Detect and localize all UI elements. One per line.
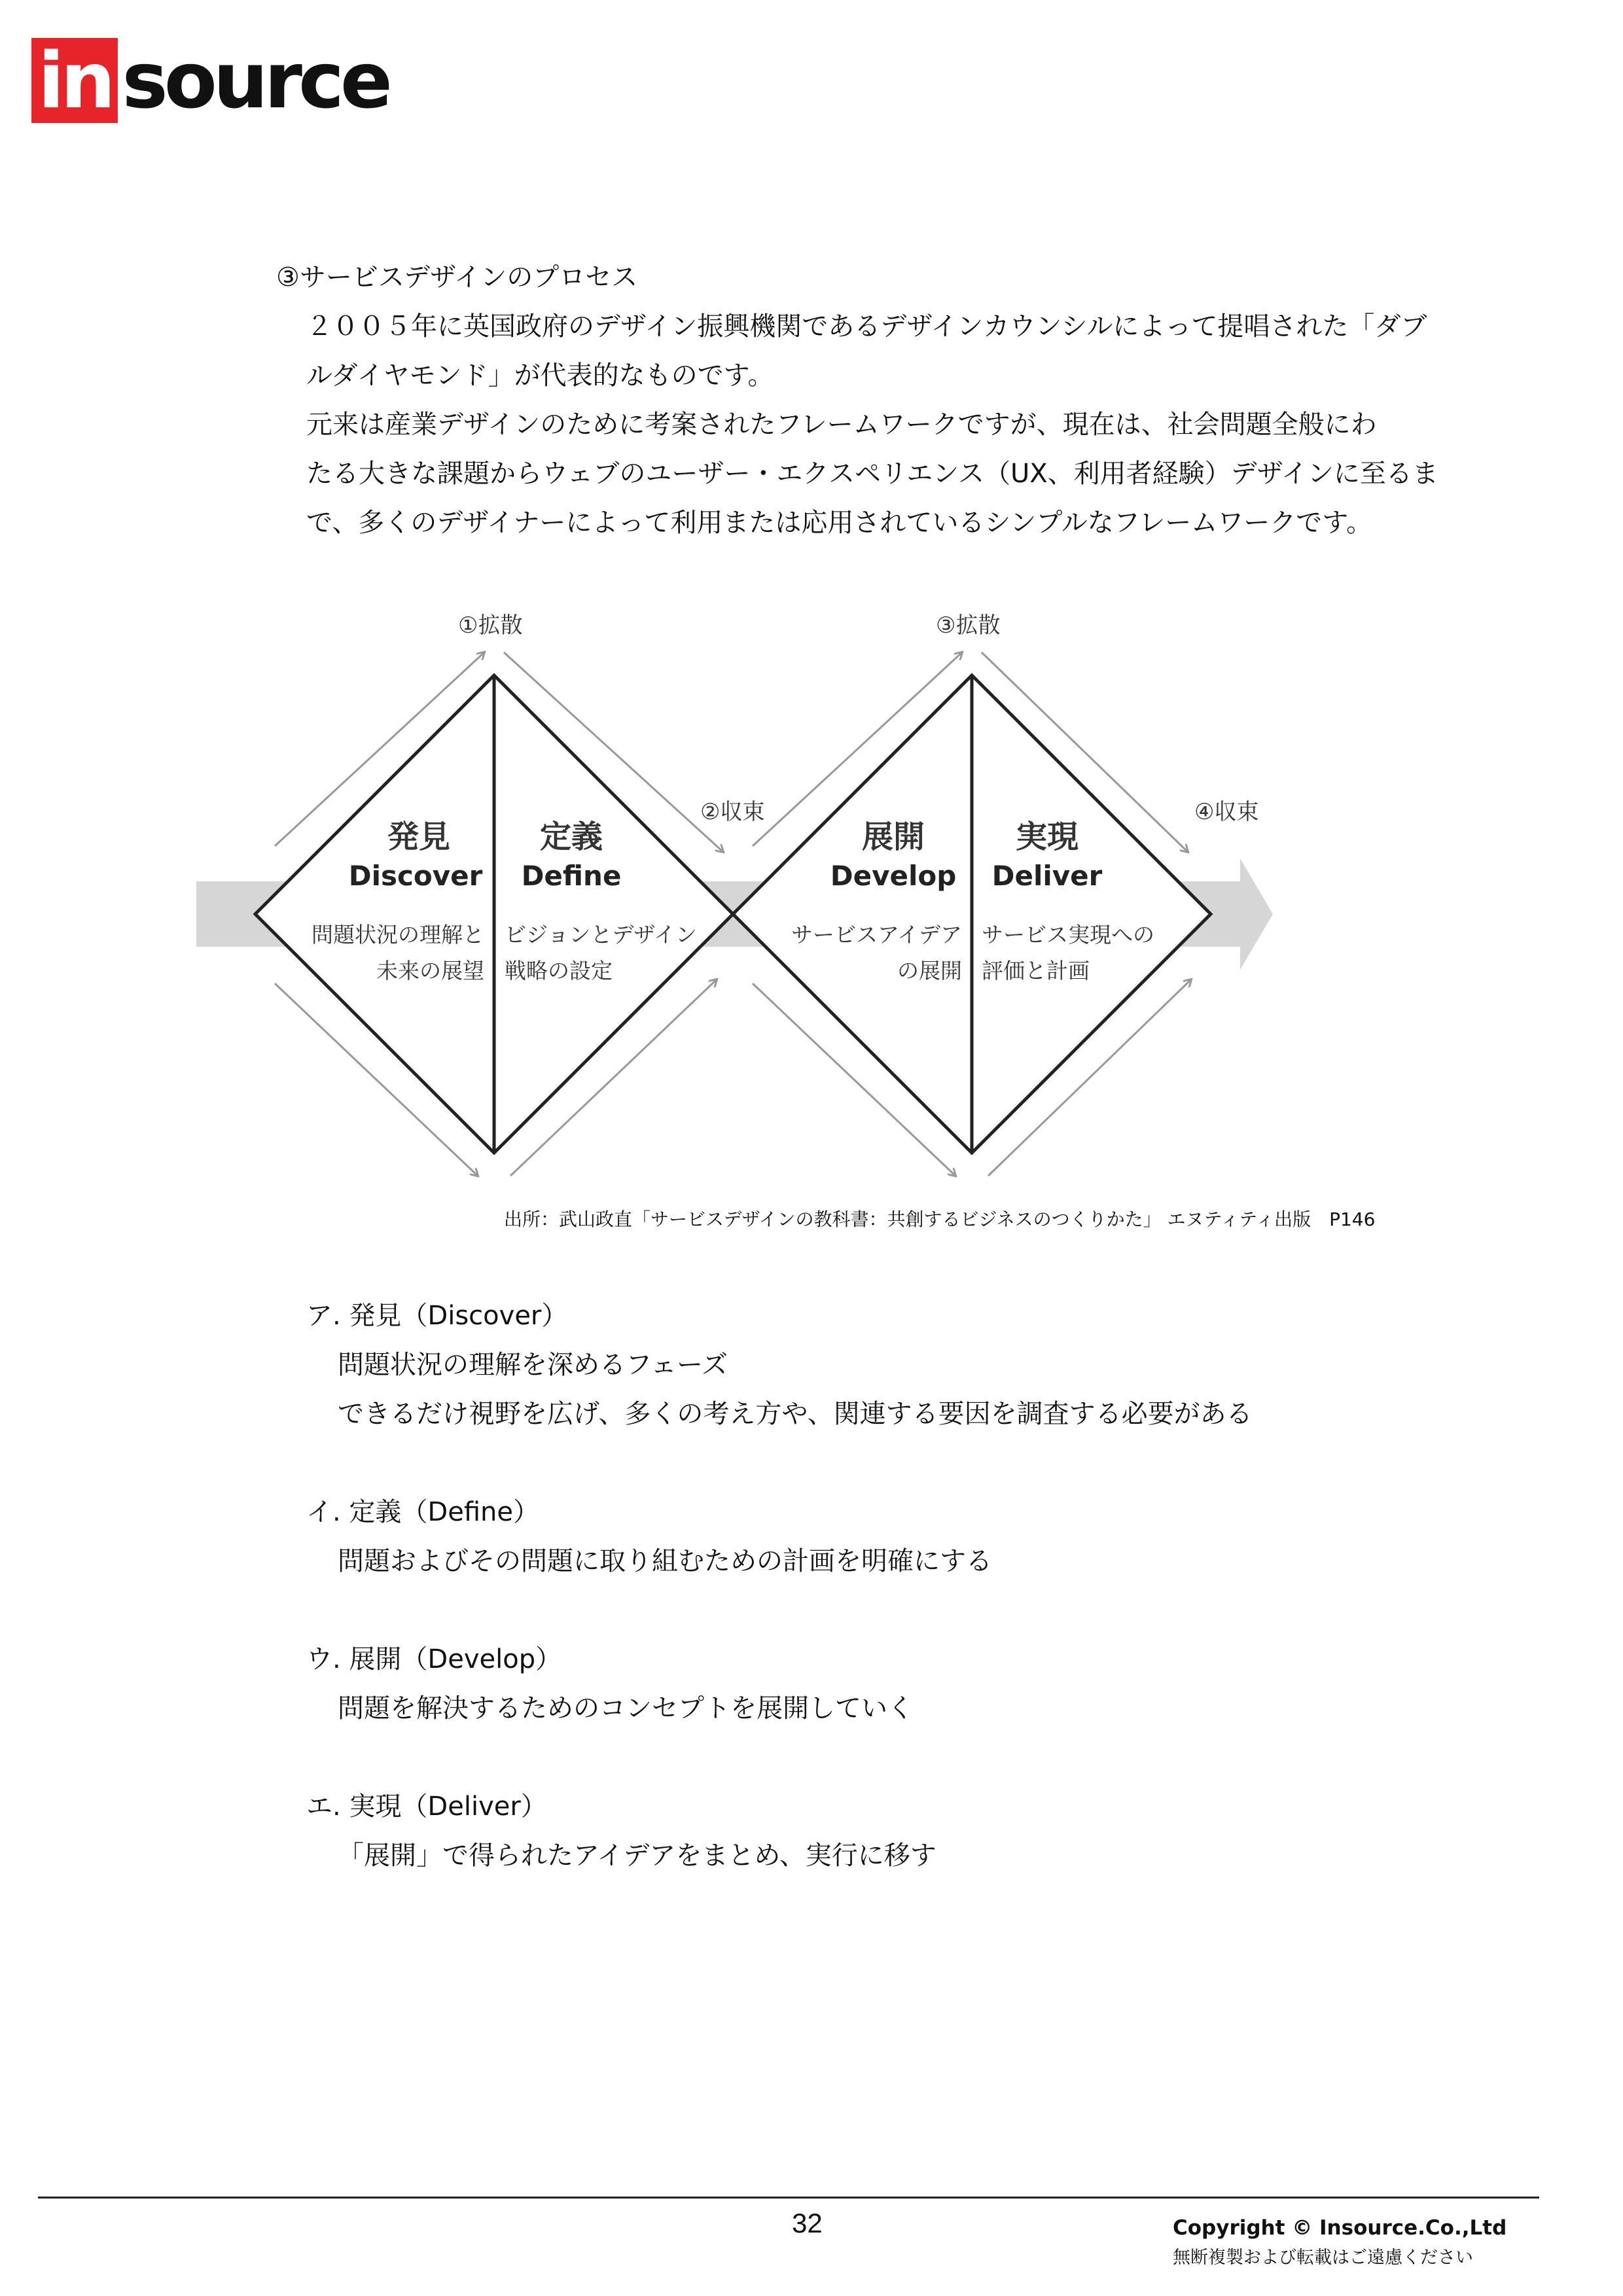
phase-develop-en: Develop bbox=[830, 860, 957, 892]
section-discover-title: ア. 発見（Discover） bbox=[306, 1301, 568, 1331]
phase-discover-desc-2: 未来の展望 bbox=[376, 958, 484, 983]
section-deliver-title: エ. 実現（Deliver） bbox=[306, 1792, 547, 1822]
label-diverge-1: ①拡散 bbox=[458, 612, 523, 639]
phase-define-jp: 定義 bbox=[539, 819, 603, 855]
logo-in-mark: in bbox=[31, 38, 118, 123]
phase-develop-desc-2: の展開 bbox=[897, 958, 962, 983]
phase-deliver-en: Deliver bbox=[991, 860, 1103, 892]
phase-define-desc-2: 戦略の設定 bbox=[505, 958, 613, 983]
section-develop-title: ウ. 展開（Develop） bbox=[306, 1644, 562, 1674]
phase-deliver-desc-1: サービス実現への bbox=[982, 922, 1154, 947]
section-deliver-line-1: 「展開」で得られたアイデアをまとめ、実行に移す bbox=[338, 1841, 936, 1871]
section-discover-line-2: できるだけ視野を広げ、多くの考え方や、関連する要因を調査する必要がある bbox=[338, 1399, 1253, 1429]
copyright-text: Copyright © Insource.Co.,Ltd bbox=[1173, 2216, 1507, 2240]
label-converge-2: ②収束 bbox=[700, 799, 765, 825]
section-heading: ③サービスデザインのプロセス bbox=[276, 262, 638, 292]
phase-discover-jp: 発見 bbox=[387, 819, 451, 855]
phase-deliver-jp: 実現 bbox=[1015, 819, 1079, 855]
section-discover-line-1: 問題状況の理解を深めるフェーズ bbox=[338, 1350, 728, 1380]
phase-discover-desc-1: 問題状況の理解と bbox=[312, 922, 484, 947]
section-define-line-1: 問題およびその問題に取り組むための計画を明確にする bbox=[338, 1546, 992, 1576]
phase-discover-en: Discover bbox=[348, 860, 483, 892]
phase-develop-jp: 展開 bbox=[861, 819, 925, 855]
page-number: 32 bbox=[792, 2208, 823, 2238]
paragraph-line-1: ２００５年に英国政府のデザイン振興機関であるデザインカウンシルによって提唱された「ダブ bbox=[306, 311, 1427, 342]
label-diverge-3: ③拡散 bbox=[936, 612, 1001, 639]
section-define-title: イ. 定義（Define） bbox=[306, 1497, 539, 1527]
phase-deliver-desc-2: 評価と計画 bbox=[982, 958, 1090, 983]
copyright-notice: 無断複製および転載はご遠慮ください bbox=[1173, 2248, 1473, 2268]
phase-develop-desc-1: サービスアイデア bbox=[791, 922, 962, 947]
logo-wordmark: source bbox=[122, 35, 389, 126]
section-develop-line-1: 問題を解決するためのコンセプトを展開していく bbox=[338, 1693, 914, 1723]
phase-define-desc-1: ビジョンとデザイン bbox=[505, 922, 698, 947]
paragraph-line-3: 元来は産業デザインのために考案されたフレームワークですが、現在は、社会問題全般にわ bbox=[306, 410, 1377, 440]
diagram-source-caption: 出所：武山政直「サービスデザインの教科書：共創するビジネスのつくりかた」 エヌティティ出版 P146 bbox=[504, 1209, 1376, 1230]
phase-define-en: Define bbox=[521, 860, 622, 892]
paragraph-line-2: ルダイヤモンド」が代表的なものです。 bbox=[306, 361, 774, 391]
label-converge-4: ④収束 bbox=[1194, 799, 1259, 825]
footer-divider bbox=[38, 2197, 1539, 2199]
double-diamond-diagram bbox=[190, 599, 1289, 1188]
insource-logo bbox=[31, 35, 389, 126]
paragraph-line-5: で、多くのデザイナーによって利用または応用されているシンプルなフレームワークです。 bbox=[306, 508, 1372, 538]
paragraph-line-4: たる大きな課題からウェブのユーザー・エクスペリエンス（UX、利用者経験）デザインに至るま bbox=[306, 459, 1438, 489]
